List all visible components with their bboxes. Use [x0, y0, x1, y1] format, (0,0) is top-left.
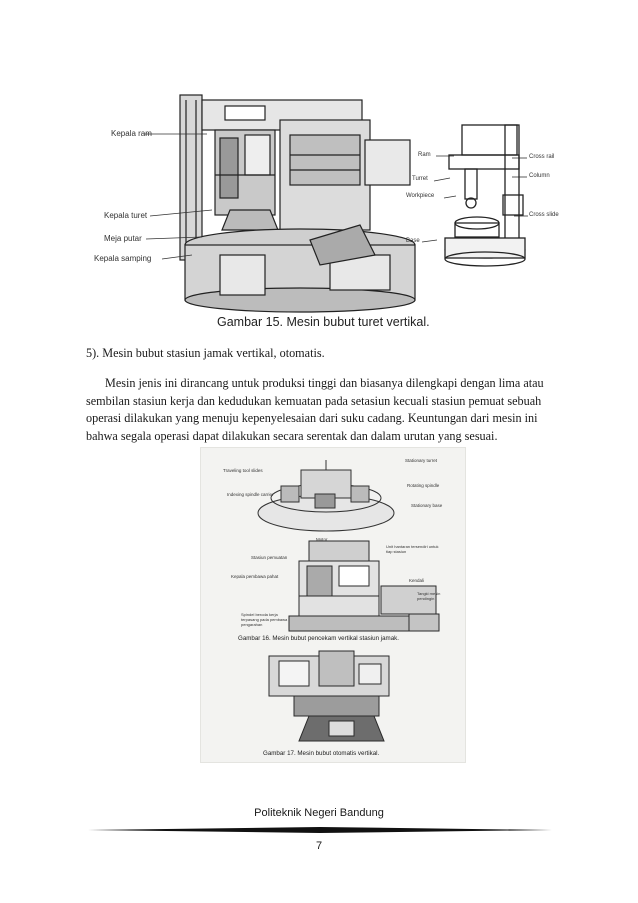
figure-16-caption: Gambar 16. Mesin bubut pencekam vertikal stasiun jamak. — [238, 635, 399, 642]
page-number: 7 — [315, 840, 323, 852]
label-meja-putar: Meja putar — [104, 234, 142, 243]
label-kepala-samping: Kepala samping — [94, 254, 152, 263]
label-tangki-mesin: Tangki mesin pendingin — [417, 591, 441, 601]
multi-station-turret-drawing — [251, 458, 401, 538]
figure-17-caption: Gambar 17. Mesin bubut otomatis vertikal. — [263, 750, 380, 757]
label-column: Column — [529, 173, 550, 179]
label-spindel-beroda-kerja: Spindel beroda kerja terpasang pada pembawa pengarahan — [241, 612, 288, 627]
label-cross-rail: Cross rail — [529, 154, 555, 160]
paragraph-line: operasi dilakukan yang menuju kepenyelesaian dari suku cadang. Keuntungan dari mesin ini — [86, 411, 538, 425]
figure-15-caption: Gambar 15. Mesin bubut turet vertikal. — [217, 315, 430, 329]
section-paragraph — [86, 375, 556, 445]
label-kepala-pembawa-pahat: Kepala pembawa pahat — [231, 574, 279, 579]
label-traveling-tool-slides: Traveling tool slides — [223, 468, 263, 473]
label-stasiun-pemuatan: Stasiun pemuatan — [251, 555, 288, 560]
label-motor: Motor — [316, 537, 328, 542]
label-ram: Ram — [418, 152, 431, 158]
label-base: Base — [406, 238, 420, 244]
label-unit-hantaran: Unit hantaran tersendiri untuk tiap stasiun — [386, 544, 439, 554]
label-kepala-turet: Kepala turet — [104, 211, 148, 220]
automatic-vertical-lathe-drawing — [259, 646, 409, 746]
label-indexing-spindle-carrier: Indexing spindle carrier — [227, 492, 274, 497]
label-kendali: Kendali — [409, 578, 425, 583]
label-kepala-ram: Kepala ram — [111, 129, 152, 138]
footer-institution: Politeknik Negeri Bandung — [254, 807, 384, 819]
turret-lathe-schematic — [437, 120, 532, 270]
section-heading: 5). Mesin bubut stasiun jamak vertikal, otomatis. — [86, 346, 325, 360]
label-workpiece: Workpiece — [406, 193, 435, 199]
paragraph-line: Mesin jenis ini dirancang untuk produksi tinggi dan biasanya dilengkapi dengan lima atau — [105, 376, 544, 390]
figure-15 — [82, 72, 562, 334]
label-rotating-spindle: Rotating spindle — [407, 483, 440, 488]
label-cross-slide: Cross slide — [529, 212, 559, 218]
label-stationary-turret: Stationary turret — [405, 458, 438, 463]
figure-16-17-scan — [200, 447, 466, 763]
label-turret: Turret — [412, 176, 428, 182]
footer-divider — [88, 826, 552, 836]
label-stationary-base: Stationary base — [411, 503, 443, 508]
paragraph-line: sembilan stasiun kerja dan kedudukan kemuatan pada setasiun kecuali stasiun pemuat sebuah — [86, 393, 542, 408]
paragraph-line: bahwa segala operasi dapat dilakukan secara serentak dan dalam urutan yang sesuai. — [86, 428, 498, 443]
